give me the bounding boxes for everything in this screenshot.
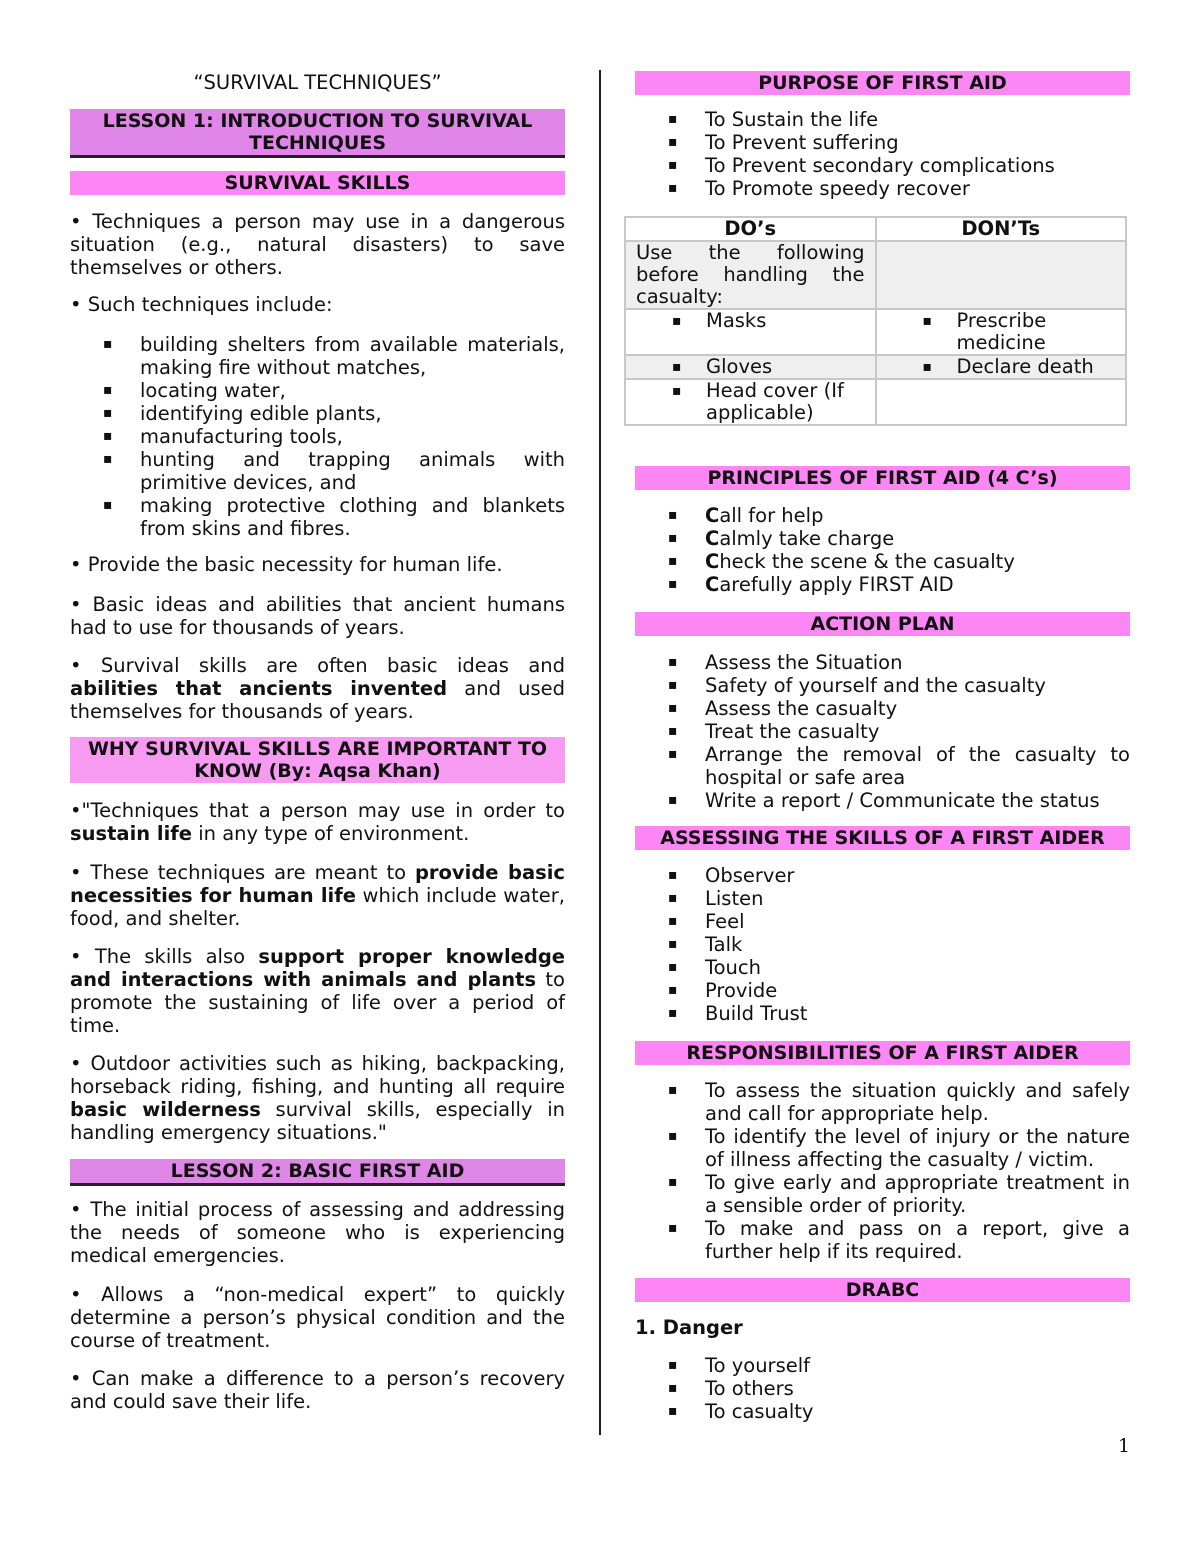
- action-plan-list: [635, 651, 1130, 812]
- list-item: ▪ Arrange the removal of the casualty to hospital or safe area: [635, 743, 1130, 789]
- purpose-list: [635, 108, 1130, 200]
- lesson2-heading: LESSON 2: BASIC FIRST AID: [70, 1159, 565, 1186]
- paragraph-basic-necessities: • These techniques are meant to provide basic necessities for human life which include water, food, and shelter.: [70, 861, 565, 930]
- table-dont-cell: ▪ Prescribe medicine: [876, 309, 1127, 355]
- list-item: ▪ To yourself: [635, 1354, 1130, 1377]
- paragraph-animals-plants: • The skills also support proper knowledge and interactions with animals and plants to promote the sustaining of life over a period of time.: [70, 945, 565, 1037]
- paragraph-ancient-humans: • Basic ideas and abilities that ancient humans had to use for thousands of years.: [70, 593, 565, 639]
- list-item: ▪ Observer: [635, 864, 1130, 887]
- list-item: ▪ manufacturing tools,: [70, 425, 565, 448]
- paragraph-basic-necessity: • Provide the basic necessity for human life.: [70, 553, 503, 576]
- left-column: [70, 0, 565, 1440]
- list-item: ▪ Assess the Situation: [635, 651, 1130, 674]
- paragraph-such-techniques: • Such techniques include:: [70, 293, 333, 316]
- list-item: ▪ To others: [635, 1377, 1130, 1400]
- table-do-cell: ▪ Masks: [625, 309, 876, 355]
- list-item: ▪ To give early and appropriate treatment in a sensible order of priority.: [635, 1171, 1130, 1217]
- table-dont-cell: ▪ Declare death: [876, 355, 1127, 379]
- list-item: ▪ building shelters from available materials, making fire without matches,: [70, 333, 565, 379]
- paragraph-outdoor-activities: • Outdoor activities such as hiking, backpacking, horseback riding, fishing, and hunting all require basic wilderness survival skills, especially in handling emergency situations.": [70, 1052, 566, 1144]
- list-item: ▪ Treat the casualty: [635, 720, 1130, 743]
- dos-column-header: DO’s: [625, 217, 876, 241]
- list-item: ▪ hunting and trapping animals with primitive devices, and: [70, 448, 565, 494]
- list-item: ▪ To assess the situation quickly and safely and call for appropriate help.: [635, 1079, 1130, 1125]
- table-do-cell: ▪ Gloves: [625, 355, 876, 379]
- lesson1-heading: LESSON 1: INTRODUCTION TO SURVIVAL TECHNIQUES: [70, 109, 565, 158]
- table-do-cell: ▪ Head cover (If applicable): [625, 379, 876, 425]
- paragraph-techniques: • Techniques a person may use in a dangerous situation (e.g., natural disasters) to save themselves or others.: [70, 210, 565, 279]
- list-item: ▪ Call for help: [635, 504, 1130, 527]
- list-item: ▪ making protective clothing and blankets from skins and fibres.: [70, 494, 565, 540]
- dos-donts-table: [624, 216, 1127, 426]
- list-item: ▪ Talk: [635, 933, 1130, 956]
- list-item: ▪ Build Trust: [635, 1002, 1130, 1025]
- paragraph-ancients-invented: • Survival skills are often basic ideas and abilities that ancients invented and used themselves for thousands of years.: [70, 654, 565, 723]
- principles-list: [635, 504, 1130, 596]
- list-item: ▪ identifying edible plants,: [70, 402, 565, 425]
- list-item: ▪ Carefully apply FIRST AID: [635, 573, 1130, 596]
- paragraph-initial-process: • The initial process of assessing and addressing the needs of someone who is experiencing medical emergencies.: [70, 1198, 565, 1267]
- list-item: ▪ Feel: [635, 910, 1130, 933]
- list-item: ▪ Write a report / Communicate the status: [635, 789, 1130, 812]
- list-item: ▪ To casualty: [635, 1400, 1130, 1423]
- list-item: ▪ To Sustain the life: [635, 108, 1130, 131]
- assessing-skills-heading: ASSESSING THE SKILLS OF A FIRST AIDER: [635, 826, 1130, 850]
- list-item: ▪ Touch: [635, 956, 1130, 979]
- paragraph-sustain-life: •"Techniques that a person may use in order to sustain life in any type of environment.: [70, 799, 565, 845]
- responsibilities-list: [635, 1079, 1130, 1263]
- drabc-heading: DRABC: [635, 1278, 1130, 1302]
- list-item: ▪ locating water,: [70, 379, 565, 402]
- table-intro-cell: Use the following before handling the casualty:: [625, 241, 876, 309]
- list-item: ▪ To make and pass on a report, give a further help if its required.: [635, 1217, 1130, 1263]
- list-item: ▪ To Prevent suffering: [635, 131, 1130, 154]
- action-plan-heading: ACTION PLAN: [635, 612, 1130, 636]
- list-item: ▪ To Prevent secondary complications: [635, 154, 1130, 177]
- paragraph-non-medical-expert: • Allows a “non-medical expert” to quickly determine a person’s physical condition and the course of treatment.: [70, 1283, 565, 1352]
- purpose-heading: PURPOSE OF FIRST AID: [635, 71, 1130, 95]
- list-item: ▪ Calmly take charge: [635, 527, 1130, 550]
- list-item: ▪ Provide: [635, 979, 1130, 1002]
- list-item: ▪ To Promote speedy recover: [635, 177, 1130, 200]
- why-important-heading: WHY SURVIVAL SKILLS ARE IMPORTANT TO KNOW (By: Aqsa Khan): [70, 737, 565, 783]
- danger-heading: 1. Danger: [635, 1316, 743, 1339]
- responsibilities-heading: RESPONSIBILITIES OF A FIRST AIDER: [635, 1041, 1130, 1065]
- list-item: ▪ Check the scene & the casualty: [635, 550, 1130, 573]
- list-item: ▪ Listen: [635, 887, 1130, 910]
- document-title: “SURVIVAL TECHNIQUES”: [193, 71, 442, 94]
- list-item: ▪ Safety of yourself and the casualty: [635, 674, 1130, 697]
- table-dont-cell: [876, 379, 1127, 425]
- column-divider: [599, 70, 601, 1435]
- list-item: ▪ To identify the level of injury or the nature of illness affecting the casualty / victim.: [635, 1125, 1130, 1171]
- assessing-skills-list: [635, 864, 1130, 1025]
- danger-list: [635, 1354, 1130, 1423]
- donts-column-header: DON’Ts: [876, 217, 1127, 241]
- techniques-list: [70, 333, 565, 540]
- principles-heading: PRINCIPLES OF FIRST AID (4 C’s): [635, 466, 1130, 490]
- survival-skills-heading: SURVIVAL SKILLS: [70, 171, 565, 195]
- list-item: ▪ Assess the casualty: [635, 697, 1130, 720]
- page-number: 1: [1118, 1435, 1131, 1457]
- paragraph-recovery: • Can make a difference to a person’s recovery and could save their life.: [70, 1367, 565, 1413]
- table-empty-cell: [876, 241, 1127, 309]
